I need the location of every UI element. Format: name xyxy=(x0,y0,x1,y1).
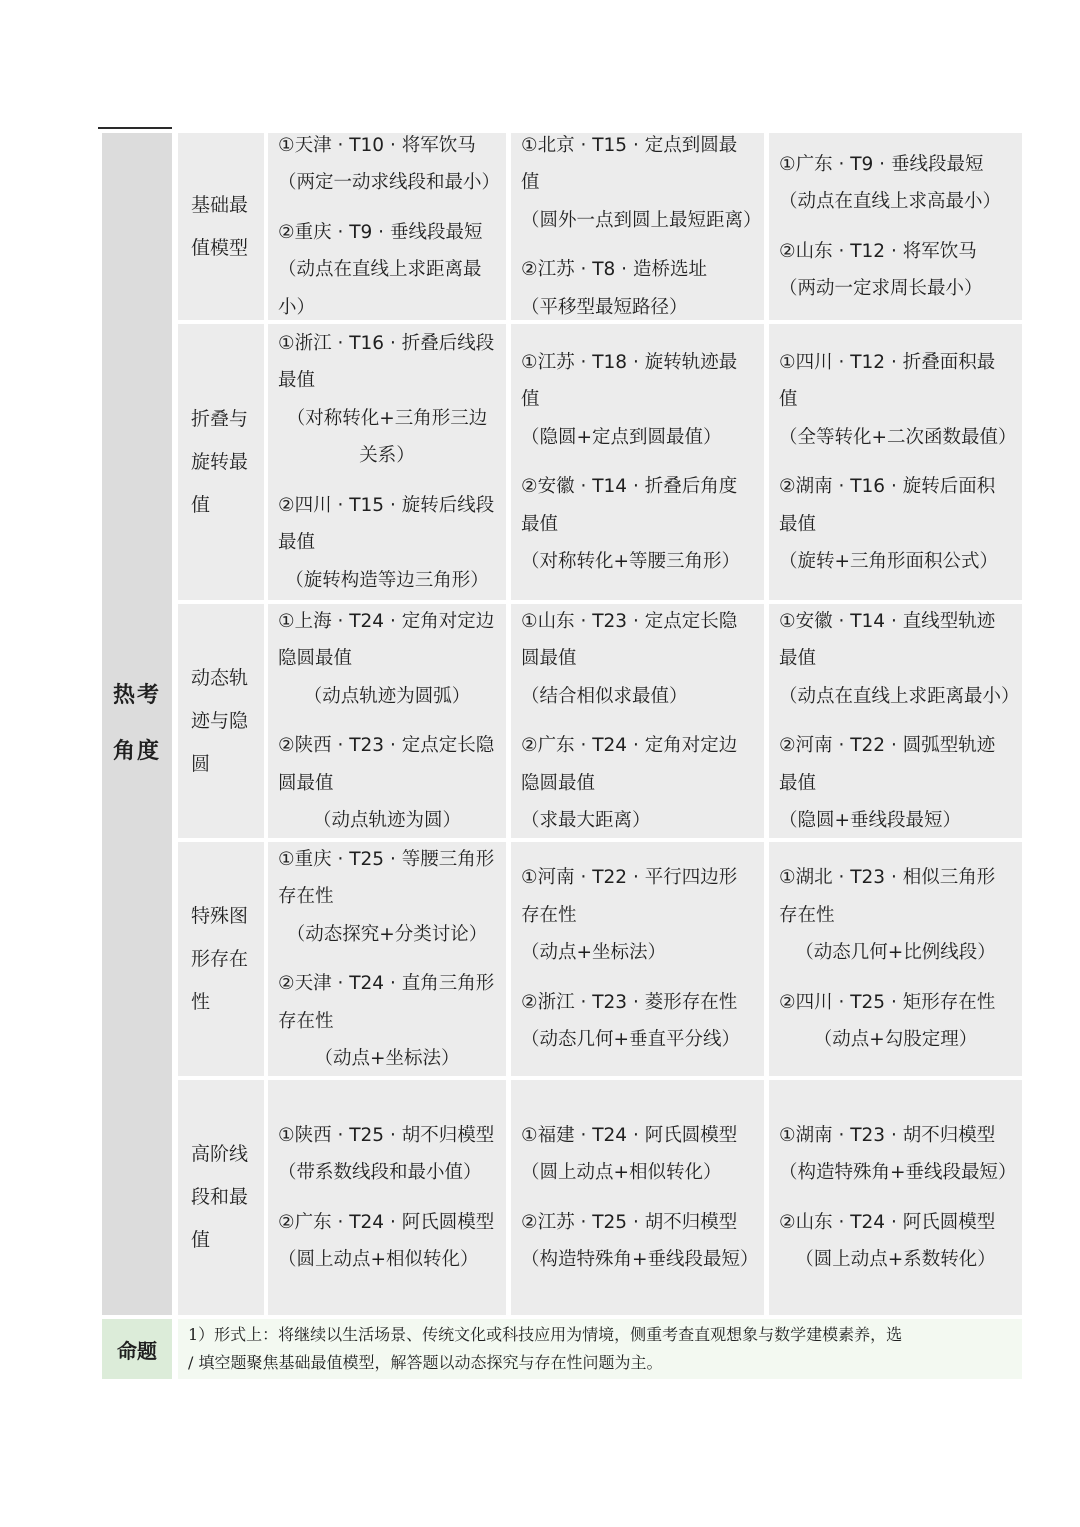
exam-entry-desc: （对称转化+等腰三角形） xyxy=(521,551,741,572)
exam-entry xyxy=(779,859,1012,972)
exam-cell-content xyxy=(521,1080,759,1315)
exam-cell-content xyxy=(779,842,1012,1076)
exam-entry-title: ②河南 · T22 · 圆弧型轨迹最值 xyxy=(779,735,996,794)
exam-cell-content xyxy=(278,133,501,320)
exam-cell xyxy=(268,324,506,600)
proposition-label-text: 命题 xyxy=(117,1338,157,1363)
exam-entry-desc: （动点轨迹为圆弧） xyxy=(303,685,471,707)
exam-cell xyxy=(511,1080,764,1315)
exam-cell xyxy=(769,604,1022,838)
exam-entry-title: ②四川 · T25 · 矩形存在性 xyxy=(779,991,996,1013)
exam-cell xyxy=(268,133,506,320)
exam-entry xyxy=(779,233,1012,308)
exam-entry xyxy=(278,1117,496,1192)
category-cell xyxy=(178,1080,264,1315)
exam-entry-desc: （动点+坐标法） xyxy=(521,942,667,964)
category-cell xyxy=(178,604,264,838)
exam-entry-desc: （动点+勾股定理） xyxy=(813,1029,978,1051)
exam-entry xyxy=(278,127,501,202)
exam-entry-title: ②陕西 · T23 · 定点定长隐圆最值 xyxy=(278,735,495,794)
exam-entry xyxy=(779,727,1012,840)
exam-entry-title: ②重庆 · T9 · 垂线段最短 xyxy=(278,221,483,243)
proposition-label xyxy=(102,1319,172,1379)
exam-cell xyxy=(769,1080,1022,1315)
exam-entry xyxy=(521,984,754,1059)
exam-entry xyxy=(521,127,762,240)
proposition-line-1: 1）形式上：将继续以生活场景、传统文化或科技应用为情境，侧重考查直观想象与数学建模素养，选 xyxy=(188,1325,903,1344)
exam-entry xyxy=(779,984,1012,1059)
exam-entry xyxy=(521,603,754,716)
exam-entry-desc: （动点在直线上求距离最小） xyxy=(278,259,482,318)
exam-entry-desc: （动态几何+比例线段） xyxy=(795,942,996,964)
exam-entry-title: ②安徽 · T14 · 折叠后角度最值 xyxy=(521,476,738,535)
exam-cell xyxy=(769,133,1022,320)
exam-cell-content xyxy=(779,324,1017,600)
exam-entry-title: ②江苏 · T8 · 造桥选址 xyxy=(521,259,707,281)
exam-entry xyxy=(779,603,1020,716)
exam-entry-desc: （圆外一点到圆上最短距离） xyxy=(521,209,762,231)
exam-entry-desc: （圆上动点+相似转化） xyxy=(521,1162,722,1183)
exam-cell-content xyxy=(278,842,496,1076)
exam-entry xyxy=(779,468,1012,581)
table-row xyxy=(178,1080,1022,1315)
exam-entry-desc: （带系数线段和最小值） xyxy=(278,1162,482,1183)
exam-entry-desc: （两动一定求周长最小） xyxy=(779,278,983,299)
category-label: 特殊图形存在性 xyxy=(191,904,249,1013)
exam-entry xyxy=(278,487,496,600)
exam-entry-title: ②山东 · T12 · 将军饮马 xyxy=(779,240,977,262)
exam-entry-title: ②山东 · T24 · 阿氏圆模型 xyxy=(779,1211,996,1233)
category-label: 基础最值模型 xyxy=(191,193,249,259)
proposition-text xyxy=(178,1319,1022,1379)
exam-entry-desc: （旋转构造等边三角形） xyxy=(285,569,489,591)
exam-entry-title: ①上海 · T24 · 定角对定边隐圆最值 xyxy=(278,610,495,669)
table-row xyxy=(178,842,1022,1076)
exam-cell-content xyxy=(521,133,762,320)
table-row xyxy=(178,604,1022,838)
exam-entry-desc: （动点轨迹为圆） xyxy=(312,810,461,831)
exam-cell xyxy=(511,133,764,320)
exam-entry-title: ①四川 · T12 · 折叠面积最值 xyxy=(779,351,996,410)
exam-entry-desc: （动态几何+垂直平分线） xyxy=(521,1029,741,1051)
exam-entry-title: ①北京 · T15 · 定点到圆最值 xyxy=(521,134,738,194)
exam-cell-content xyxy=(521,604,754,838)
exam-entry-desc: （隐圆+定点到圆最值） xyxy=(521,426,722,448)
exam-entry xyxy=(278,841,496,954)
exam-entry-title: ①湖南 · T23 · 胡不归模型 xyxy=(779,1124,996,1146)
exam-entry-title: ①山东 · T23 · 定点定长隐圆最值 xyxy=(521,610,738,669)
exam-entry-title: ②广东 · T24 · 定角对定边隐圆最值 xyxy=(521,735,738,794)
exam-entry xyxy=(779,344,1017,457)
exam-entry-title: ①浙江 · T16 · 折叠后线段最值 xyxy=(278,332,495,392)
exam-entry xyxy=(278,727,496,840)
category-label: 高阶线段和最值 xyxy=(191,1143,249,1251)
exam-entry-desc: （圆上动点+系数转化） xyxy=(795,1249,996,1270)
table-row xyxy=(178,133,1022,320)
exam-entry-title: ①福建 · T24 · 阿氏圆模型 xyxy=(521,1124,738,1146)
exam-entry-title: ①河南 · T22 · 平行四边形存在性 xyxy=(521,867,738,926)
exam-entry xyxy=(779,1117,1017,1192)
exam-entry-title: ①天津 · T10 · 将军饮马 xyxy=(278,134,476,156)
exam-entry xyxy=(278,1204,496,1279)
exam-entry xyxy=(521,468,754,581)
section-label-hot-angles xyxy=(102,133,172,1315)
exam-entry xyxy=(278,214,496,327)
exam-entry-desc: （两定一动求线段和最小） xyxy=(278,172,501,194)
exam-cell xyxy=(769,842,1022,1076)
exam-entry-title: ①安徽 · T14 · 直线型轨迹最值 xyxy=(779,610,996,669)
exam-entry-desc: （旋转+三角形面积公式） xyxy=(779,551,999,572)
exam-entry-desc: （动点在直线上求高最小） xyxy=(779,191,1002,212)
exam-entry xyxy=(521,344,754,457)
exam-cell xyxy=(769,324,1022,600)
exam-entry-title: ②浙江 · T23 · 菱形存在性 xyxy=(521,991,738,1013)
exam-entry xyxy=(521,859,754,972)
category-cell xyxy=(178,324,264,600)
exam-entry xyxy=(521,1204,759,1279)
category-cell xyxy=(178,133,264,320)
exam-cell-content xyxy=(278,1080,496,1315)
exam-entry-desc: （构造特殊角+垂线段最短） xyxy=(521,1249,759,1270)
exam-entry xyxy=(278,965,496,1078)
category-label: 折叠与旋转最值 xyxy=(191,407,249,516)
exam-entry-desc: （构造特殊角+垂线段最短） xyxy=(779,1162,1017,1183)
exam-entry-desc: （动点在直线上求距离最小） xyxy=(779,685,1020,707)
exam-entry-desc: （全等转化+二次函数最值） xyxy=(779,426,1017,448)
exam-cell-content xyxy=(521,842,754,1076)
category-label: 动态轨迹与隐圆 xyxy=(191,666,249,775)
exam-cell xyxy=(511,324,764,600)
table-row xyxy=(178,324,1022,600)
exam-entry-title: ②广东 · T24 · 阿氏圆模型 xyxy=(278,1211,495,1233)
exam-entry-desc: （圆上动点+相似转化） xyxy=(278,1249,479,1270)
exam-entry xyxy=(521,727,754,840)
exam-entry-title: ①重庆 · T25 · 等腰三角形存在性 xyxy=(278,848,495,907)
exam-cell xyxy=(268,604,506,838)
exam-entry-title: ②天津 · T24 · 直角三角形存在性 xyxy=(278,973,495,1032)
exam-entry-desc: （平移型最短路径） xyxy=(521,296,688,318)
exam-cell-content xyxy=(521,324,754,600)
exam-entry-title: ①广东 · T9 · 垂线段最短 xyxy=(779,153,984,175)
exam-cell xyxy=(268,842,506,1076)
exam-cell-content xyxy=(779,133,1012,320)
proposition-line-2: / 填空题聚焦基础最值模型，解答题以动态探究与存在性问题为主。 xyxy=(188,1353,663,1372)
exam-entry-title: ①湖北 · T23 · 相似三角形存在性 xyxy=(779,867,996,926)
exam-entry-title: ①陕西 · T25 · 胡不归模型 xyxy=(278,1124,495,1146)
exam-entry xyxy=(521,1117,754,1192)
exam-entry-title: ①江苏 · T18 · 旋转轨迹最值 xyxy=(521,351,738,410)
exam-entry xyxy=(278,325,496,475)
section-label-text: 热考角度 xyxy=(112,683,161,764)
exam-entry-desc: （对称转化+三角形三边关系） xyxy=(286,407,488,467)
exam-entry-title: ②江苏 · T25 · 胡不归模型 xyxy=(521,1211,738,1233)
exam-entry-desc: （结合相似求最值） xyxy=(521,685,688,707)
exam-cell xyxy=(511,842,764,1076)
exam-entry xyxy=(779,146,1012,221)
exam-cell xyxy=(511,604,764,838)
exam-entry xyxy=(278,603,496,716)
exam-entry-title: ②四川 · T15 · 旋转后线段最值 xyxy=(278,494,495,554)
exam-cell-content xyxy=(779,1080,1017,1315)
exam-cell xyxy=(268,1080,506,1315)
exam-cell-content xyxy=(779,604,1020,838)
exam-entry xyxy=(779,1204,1012,1279)
exam-cell-content xyxy=(278,604,496,838)
exam-entry-desc: （求最大距离） xyxy=(521,810,651,831)
exam-entry-desc: （动态探究+分类讨论） xyxy=(286,923,488,945)
exam-entry xyxy=(521,251,754,326)
exam-entry-title: ②湖南 · T16 · 旋转后面积最值 xyxy=(779,476,996,535)
header-rule xyxy=(98,127,172,129)
exam-cell-content xyxy=(278,324,496,600)
category-cell xyxy=(178,842,264,1076)
exam-entry-desc: （隐圆+垂线段最短） xyxy=(779,810,962,831)
exam-entry-desc: （动点+坐标法） xyxy=(314,1048,460,1069)
